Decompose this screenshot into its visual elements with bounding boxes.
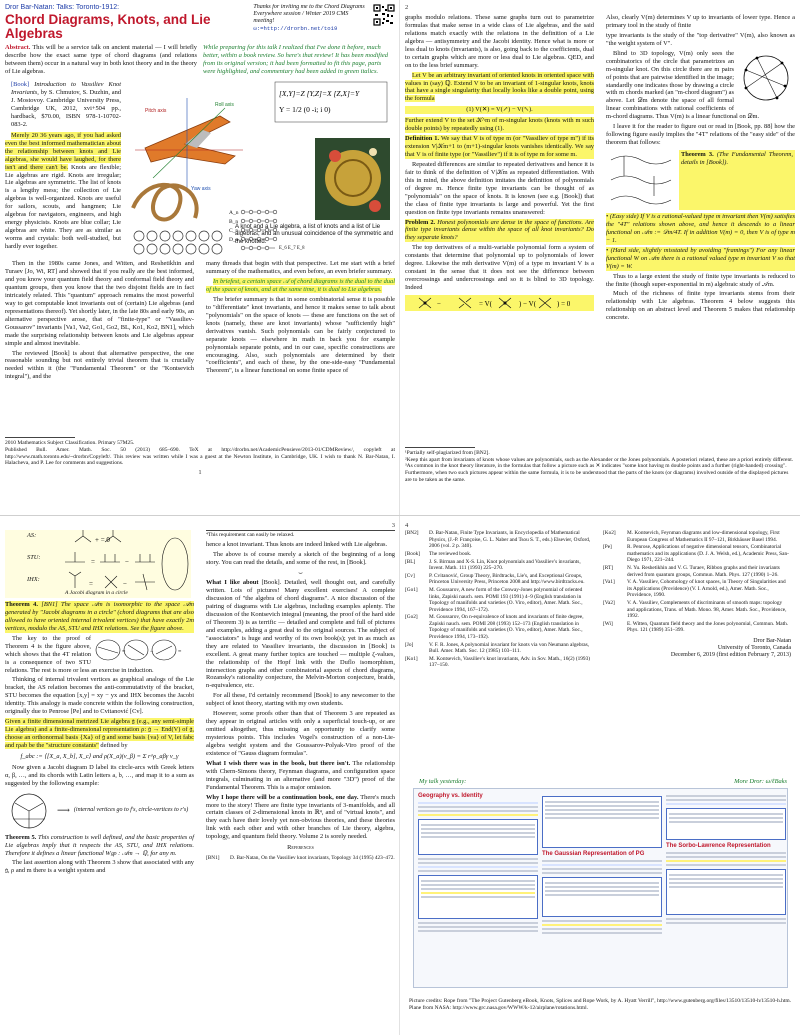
- lie-row-d: D_n: [229, 237, 239, 244]
- references-start: [206, 855, 395, 861]
- chord-diagram-figure: [737, 50, 795, 106]
- talk-handout-thumbnail[interactable]: [413, 788, 788, 988]
- page-number-3: 3: [391, 522, 395, 529]
- qr-code-icon: [373, 4, 395, 26]
- reference-text: P. Cvitanović, Group Theory, Birdtracks, Lie's, and Exceptional Groups, Princeton University Press, Princeton 2008 and http://www.birdtracks.eu.: [429, 572, 585, 586]
- rel-label-as: AS:: [27, 532, 37, 540]
- page-number-1: 1: [198, 469, 202, 477]
- p1-briefest-highlight: In briefest, a certain space 𝒜 of chord diagrams is the dual to the dual of the space of knots, and at the same time, it is dual to Lie algebras.: [206, 278, 395, 294]
- reference-text: N. Yu. Reshetikhin and V. G. Turaev, Ribbon graphs and their invariants derived from quantum groups, Commun. Math. Phys. 127 (1990) 1–26.: [627, 565, 780, 578]
- reference-text: V. A. Vassiliev, Complements of discriminants of smooth maps: topology and applications, Trans. of Math. Mono. 98, Amer. Math. Soc., Providence, 1992.: [627, 600, 787, 620]
- page-2: [405, 4, 795, 510]
- reference-item: [405, 573, 593, 586]
- as-stu-ihx-relations-icon: [5, 530, 191, 598]
- rope-knot-icon: [133, 185, 197, 220]
- p3-para-3: Now given a Jacobi diagram D label its circle-arcs with Greek letters α, β, …, and its chords with Latin letters a, b, …, and map it to a sum as suggested by the following example:: [5, 763, 194, 787]
- theorem-3-hard: • (Hard side, slightly misstated by avoiding "framings") For any linear functional W on 𝒜m there is a rational valued type m invariant V so that V(m) = W.: [606, 246, 795, 270]
- theorem-5-text: This construction is well defined, and the basic properties of Lie algebras imply that it respects the AS, STU, and IHX relations. Therefore it defines a linear functional W𝔤ρ : 𝒜m → ℚ, for any m.: [5, 833, 194, 857]
- book-reference: [11, 81, 121, 129]
- reference-text: M. Goussarov, A new form of the Conway-Jones polynomial of oriented links, Zapiski nauch. sem. POMI 193 (1991) 4–9 (English translation in Topology of manifolds and varieties (O. Viro, editor), Amer. Math. Soc., Providence 1994, 167–172).: [429, 587, 583, 613]
- references-right: [603, 530, 791, 670]
- reference-item: [206, 855, 395, 861]
- footnote-rule: [5, 437, 75, 438]
- p2-footnote-1: ¹Partially self-plagiarized from [BN2].: [405, 450, 490, 457]
- svg-text:=: =: [91, 558, 95, 567]
- p2-footnote-2: ²Keep this apart from invariants of knots whose values are polynomials, such as the Alexander or the Jones polynomials. A posteriori related, these are a priori entirely different.: [405, 456, 794, 463]
- book-column: [5, 78, 121, 256]
- p3-para-8: However, some proofs other than that of Theorem 3 are repeated as they appear in original articles with only a superficial touch-up, or are omitted altogether, thus missing an opportunity to clarify some mysterious points. This includes Vogel's construction of a non-Lie-algebra weight system and the Goussarov-Polyak-Viro proof of the existence of "Gauss diagram formulas".: [206, 710, 395, 757]
- rel-label-ihx: IHX:: [27, 576, 40, 584]
- equation-1: (1) V(✕) = V(↗) − V(↖).: [405, 106, 594, 114]
- what-like-label: What I like about: [206, 579, 259, 587]
- reference-key: [Go1]: [405, 587, 418, 594]
- ornament-photo: [315, 138, 390, 220]
- matrix-box: [275, 82, 387, 122]
- reference-text: V. F. R. Jones, A polynomial invariant for knots via von Neumann algebras, Bull. Amer. Math. Soc. 12 (1985) 103–111.: [429, 641, 589, 655]
- abstract-text: This will be a service talk on ancient material — I will briefly describe how the exact same type of chord diagrams (and relations between them) occur in a natural way in both knot theory and in the theory of Lie algebras.: [5, 44, 198, 75]
- page-2-body: [405, 14, 795, 444]
- reference-key: [Jo]: [405, 641, 414, 648]
- problem-2-label: Problem 2.: [405, 218, 436, 226]
- handout-title-left: Geography vs. Identity: [418, 793, 483, 799]
- svg-text:+ = 0: + = 0: [95, 536, 110, 545]
- p2-para-3: Repeated differences are similar to repeated derivatives and hence it is fair to think of the definition of V|𝒦m as repeated differentiation. With this in mind, the above definition imitates the definition of polynomials of degree m. Hence finite type invariants can be thought of as "polynomials" on the space of knots. It is known (see e.g. [Book]) that the class of finite type invariants is large and powerful. Yet the first question on finite type invariants remains unanswered:: [405, 160, 594, 216]
- reference-item: [405, 587, 593, 613]
- reference-key: [Go2]: [405, 614, 418, 621]
- crossing-equation: [405, 295, 594, 311]
- talk-tag: Dror Bar-Natan: Talks: Toronto-1912:: [5, 4, 120, 11]
- svg-text:) = 0: ) = 0: [556, 299, 570, 308]
- page-4: [405, 522, 795, 1028]
- signature: [603, 638, 791, 660]
- book-ref-rest: by S. Chmutov, S. Duzhin, and J. Mostovoy. Cambridge University Press, Cambridge UK, 2012, xvi+504 pp., hardback, $70.00, ISBN 978-1-10702-083-2.: [11, 89, 121, 128]
- chord-diagram-icon: [737, 50, 795, 106]
- reference-key: [Pe]: [603, 544, 612, 551]
- knot-lie-figure: [125, 78, 395, 256]
- reference-key: [Book]: [405, 550, 421, 557]
- reference-text: The reviewed book.: [429, 550, 472, 557]
- handout-title-mid: The Gaussian Representation of PG: [542, 851, 645, 857]
- theorem-4-label: Theorem 4.: [5, 601, 38, 609]
- svg-text:=: =: [89, 580, 93, 589]
- p3-para-7: For all these, I'd certainly recommend [Book] to any newcomer to the subject of knot theory, starting with my own students.: [206, 692, 395, 708]
- more-dror-label[interactable]: More Dror: ω/ℓBaks: [734, 778, 787, 785]
- book-and-figure-row: [5, 78, 395, 256]
- reference-key: [BL]: [405, 558, 416, 565]
- svg-text:= V(: = V(: [478, 299, 492, 308]
- jacobi-example-icon: [5, 791, 53, 831]
- reference-item: [603, 565, 791, 578]
- stu-proof-figure: [94, 637, 194, 663]
- reference-key: [RT]: [603, 565, 613, 572]
- rel-label-stu: STU:: [27, 554, 41, 562]
- session-name: Chord Diagrams: [324, 4, 365, 10]
- handout-title-right: The Sorbo-Lawrence Representation: [666, 843, 771, 849]
- svg-text:=: =: [122, 648, 126, 655]
- what-wish-text: The relationship with Chern-Simons theory, Feynman diagrams, and configuration space integrals, culminating in an alternative (and more "3D") proof of the Fundamental Theorem. This is a major omission.: [206, 759, 395, 791]
- definition-1-text: We say that V is of type m (or "Vassiliev of type m") if its extension V|𝒦m+1 to (m+1)-singular knots vanishes identically. We say that V is of finite type (or "Vassiliev") if it is of type m for some m.: [405, 135, 595, 159]
- p3-para-key: The key to the proof of Theorem 4 is the figure above, which shows that the 4T relation is a consequence of two STU relations. The rest is more or less an exercise in induction.: [5, 634, 154, 674]
- why-hope-text: There's much more to the story! There are finite type invariants of 3-manifolds, and all certain classes of 2-dimensional knots in ℝ⁴, and of "virtual knots", and they each have their lovely yet non-obvious theories, and these theories link with each other and with other branches of Lie theory, algebra, topology, and quantum field theory. Volume 2 is sorely needed.: [206, 793, 395, 841]
- reference-text: J. S. Birman and X-S. Lin, Knot polynomials and Vassiliev's invariants, Invent. Math. 111 (1993) 225–270.: [429, 558, 581, 572]
- why-hope-label: Why I hope there will be a continuation book, one day.: [206, 793, 359, 801]
- signature-name: Dror Bar-Natan: [753, 637, 791, 644]
- reference-item: [405, 614, 593, 640]
- lie-row-a: A_n: [229, 210, 239, 217]
- p2-para-10: Much of the richness of finite type invariants stems from their relationship with Lie algebras. Theorem 4 below suggests this relationship on an abstract level and Theorem 5 makes that relationship concrete.: [606, 290, 795, 322]
- handout-column-left: [418, 793, 538, 983]
- reference-item: [405, 656, 593, 669]
- stu-proof-icon: [94, 637, 194, 663]
- reference-key: [BN2]: [405, 530, 419, 537]
- merely-paragraph: [5, 132, 121, 251]
- jacobi-example: ⟶ (internal vertices go to f's, circle-vertices to r's): [5, 791, 194, 831]
- svg-text:−: −: [125, 558, 129, 567]
- reference-text: D. Bar-Natan, On the Vassiliev knot invariants, Topology 34 (1995) 423–472.: [230, 855, 395, 862]
- what-like-text: [Book]. Detailed, well thought out, and carefully written. Lots of pictures! Many excellent exercises! A complete discussion of "the algebra of chord diagrams". A nice discussion of the pairing of diagrams with Lie algebras, including examples aplenty. The discussion of the Kontsevich integral (meaning, the proof of the hard side of Theorem 3) is as terrific — detailed and complete and full of pictures and examples, adding a great deal to the original sources. The subject of "associators" is huge and worthy of its own book(s); yet in as much as they are related to Vassiliev invariants, the discussion in [Book] is excellent. A great many further topics are touched — multiple ζ-values, the relationship of the Hopf link with the Duflo isomorphism, intersection graphs and other combinatorial aspects of chord diagrams, Rozansky's rationality conjecture, the Melvin-Morton conjecture, braids, n-equivalence, etc.: [206, 579, 395, 690]
- signature-university: University of Toronto, Canada: [717, 645, 791, 652]
- reference-item: [603, 621, 791, 634]
- abstract: [5, 44, 197, 76]
- page-3-body: [5, 530, 395, 1016]
- p2-footnote-3: ³As common in the knot theory literature, in the formulas that follow a picture such as ✕ indicates "some knot having m double points and a further (right-handed) crossing". Furthermore, when two such pictures appear within the same formula, it is to be understood that the parts of the knots (or diagrams) involved outside of the displayed pictures are to be taken as the same.: [405, 463, 789, 483]
- p3-para-5: hence a knot invariant. Thus knots are indeed linked with Lie algebras.: [206, 540, 388, 548]
- theorem-3-title: (The Fundamental Theorem, details in [Book]).: [681, 151, 793, 166]
- theorem-3-box: [679, 150, 795, 210]
- relations-figure: [5, 530, 194, 598]
- p3-highlight: Given a finite dimensional metrized Lie algebra 𝔤 (e.g., any semi-simple Lie algebra) and a finite-dimensional representation ρ: 𝔤 → End(V) of 𝔤, choose an orthonormal basis {Xa} of 𝔤 and some basis {va} of V, let fabc and rρab be the "structure constants": [5, 718, 194, 749]
- reference-text: M. Kontsevich, Feynman diagrams and low-dimensional topology, First European Congress of Mathematics II 97–121, Birkhäuser Basel 1994.: [627, 530, 780, 543]
- fig-label-roll: Roll axis: [215, 102, 234, 109]
- four-t-figure: [606, 150, 795, 210]
- merely-highlight: Merely 20 36 years ago, if you had asked even the best informed mathematician about the relationship between knots and Lie algebras, she would have laughed, for there isn't and there can't be.: [5, 131, 121, 171]
- footnote-msc: 2010 Mathematics Subject Classification. Primary 57M25.: [5, 440, 135, 447]
- p3-defined-by: defined by: [100, 741, 128, 749]
- p2-highlight-let-v: Let V be an arbitrary invariant of oriented knots in oriented space with values in (say) ℚ. Extend V to be an invariant of 1-singular knots, knots that have a single singularity that locally looks like a double point, using the formula: [405, 71, 594, 103]
- p2-para-6: type invariants is the study of the "top derivative" V(m), also known as "the weight system of V".: [606, 31, 795, 47]
- p1-para-4: The briefer summary is that in some combinatorial sense it is possible to "differentiate" knot invariants, and hence it makes sense to talk about "polynomials" on the space of knots — these are functions on the set of knots (namely, these are knot invariants) whose "sufficiently high" derivatives vanish. Such polynomials can be fairly conjectured to separate knots — elsewhere in math in back you for example polynomials separate points, and in our case, specific constructions are encouraging. Also, such polynomials are determined by their "coefficients", and each of these, by the one-side-easy "Fundamental Theorem", is a linear functional on some finite space of: [206, 295, 395, 375]
- handout-column-mid: [542, 793, 662, 983]
- p3-para-4: The last assertion along with Theorem 3 show that associated with any 𝔤, ρ and m there is a weight system and: [5, 859, 194, 875]
- reference-item: [405, 551, 593, 557]
- p3-footnote: ⁴This requirement can easily be relaxed.: [206, 530, 395, 539]
- references-left: [405, 530, 593, 670]
- reference-item: [603, 600, 791, 619]
- page-1-header: [5, 4, 395, 41]
- p2-para-5: Also, clearly V(m) determines V up to invariants of lower type. Hence a primary tool in the study of finite: [606, 14, 795, 29]
- svg-text:=: =: [178, 648, 182, 655]
- p3-para-6: The above is of course merely a sketch of the beginning of a long story. You can read the details, and some of the rest, in [Book].: [206, 550, 395, 566]
- references-continued: [405, 530, 795, 670]
- matrix-text: [X,Y]=Z [Y,Z]=X [Z,X]=Y: [279, 89, 360, 99]
- merely-rest: Knots are flexible; Lie algebras are rigid. Knots are irregular; Lie algebras are symmetric. The list of knots is a lengthy mess; the collection of Lie algebras is well-organized. Knots are useful for sailors, scouts, and hangmen; Lie algebras for navigators, engineers, and high energy physicists. Knots are blue collar; Lie algebras are white. They are as similar as worms and crystals: both well-studied, but hardly ever together.: [5, 163, 122, 250]
- p1-para-1: Then in the 1980s came Jones, and Witten, and Reshetikhin and Turaev [Jo, Wi, RT] and showed that if you really are the best informed, and you know your quantum field theory and conformal field theory and quantum groups, then you know that the two disjoint fields are in fact intricately related. This "quantum" approach remains the most powerful way to get computable knot invariants out of (certain) Lie algebras (and representations thereof). Yet shortly later, in the late 80s and early 90s, an alternative perspective arose, that of "finite-type" or "Vassiliev-Goussarov" invariants [Va1, Va2, Go1, Go2, BL, Ko1, Ko2, BN1], which made the surprising relationship between knots and Lie algebras appear simple and almost inevitable.: [5, 260, 194, 347]
- svg-text:−: −: [123, 580, 127, 589]
- four-t-relation-icon: [606, 150, 676, 210]
- reference-text: V. A. Vassiliev, Cohomology of knot spaces, in Theory of Singularities and its Applications (Providence) (V. I. Arnold, ed.), Amer. Math. Soc., Providence, 1990.: [627, 579, 786, 599]
- reference-text: M. Kontsevich, Vassiliev's knot invariants, Adv. in Sov. Math., 16(2) (1993) 137–150.: [429, 655, 590, 669]
- horizontal-divider: [0, 515, 800, 516]
- lie-row-c: C_n: [229, 228, 239, 235]
- ornament-separator: ⌣: [298, 568, 303, 577]
- problem-2-text: Honest polynomials are dense in the space of functions. Are finite type invariants dense within the space of all knot invariants? Do they separate knots?: [405, 218, 594, 242]
- theorem-5-label: Theorem 5.: [5, 833, 37, 841]
- talk-yesterday-label: My talk yesterday:: [419, 778, 467, 785]
- lie-row-e: E_6 E_7 E_8: [279, 246, 305, 252]
- what-wish-label: What I wish there was in the book, but there isn't.: [206, 759, 351, 767]
- p2-footnote-rule: [405, 447, 475, 448]
- p2-para-4: The top derivatives of a multi-variable polynomial form a system of constants that determine that polynomial up to polynomials of lower degree. Likewise the mth derivative V(m) of a type m invariant V is a constant in the sense that it does not see the difference between overcrossings and undercrossings and so it is blind to 3D topology. Indeed: [405, 244, 594, 292]
- reference-key: [Va2]: [603, 600, 615, 607]
- theorem-3-label: Theorem 3.: [681, 151, 714, 159]
- fig-label-yaw: Yaw axis: [191, 186, 211, 193]
- reference-text: R. Penrose, Applications of negative dimensional tensors, Combinatorial mathematics and its applications (D. J. A. Welsh, ed.), Academic Press, San-Diego 1971, 221–244.: [627, 544, 789, 564]
- p1-para-3: many threads that begin with that perspective. Let me start with a brief summary of the mathematics, and even before, an even briefer summary.: [206, 260, 395, 276]
- book-ref-title: Introduction to Vassiliev Knot Invariants,: [11, 81, 121, 97]
- thanks-text: Thanks for inviting me to the: [253, 4, 325, 10]
- reference-item: [603, 579, 791, 598]
- svg-text:) − V(: ) − V(: [518, 299, 536, 308]
- theorem-3-easy-text: (Easy side) If V is a rational-valued type m invariant then V(m) satisfies the "4T" relations shown above, and hence it descends to a linear functional on 𝒜m := 𝒟m/4T. If in addition V(m) = 0, then V is of type m − 1.: [606, 213, 795, 244]
- theorem-4-text: [BN1] The space 𝒜m is isomorphic to the space 𝒜m generated by "Jacobi diagrams in a circle" (chord diagrams that are also allowed to have oriented internal trivalent vertices) that have exactly 2m vertices, modulo the AS, STU and IHX relations. See the figure above.: [5, 601, 194, 632]
- p2-para-2: Further extend V to the set 𝒦^m of m-singular knots (knots with m such double points) by repeatedly using (1).: [405, 117, 594, 133]
- reference-item: [603, 530, 791, 543]
- p1-para-2: The reviewed [Book] is about that alternative perspective, the one reasonable sounding but not entirely trivial theorem that is crucially needed within it (the "Fundamental Theorem" or the "Kontsevich integral"), and the: [5, 349, 194, 381]
- theorem-3-easy: • (Easy side) If V is a rational-valued type m invariant then V(m) satisfies the "4T" relations shown above, and hence it descends to a linear functional on 𝒜m := 𝒟m/4T. If in addition V(m) = 0, then V is of type m − 1.: [606, 213, 795, 244]
- reference-item: [405, 559, 593, 572]
- matrix-y: Y = 1/2 (0 -i; i 0): [279, 105, 331, 115]
- jacobi-example-caption: (internal vertices go to f's, circle-vertices to r's): [73, 806, 189, 813]
- reference-text: M. Goussarov, On n-equivalence of knots and invariants of finite degree, Zapiski nauch. sem. POMI 208 (1993) 152–173 (English translation in Topology of manifolds and varieties (O. Viro, editor), Amer. Math. Soc., Providence 1994, 173–192).: [429, 614, 584, 640]
- handout-column-right: [666, 793, 786, 983]
- page-number-4: 4: [405, 522, 409, 529]
- header-thanks: [253, 4, 395, 41]
- crossing-diagrams-icon: [415, 296, 585, 310]
- definition-1-label: Definition 1.: [405, 135, 440, 143]
- page-1: [5, 4, 395, 510]
- theorem-3-hard-text: (Hard side, slightly misstated by avoiding "framings") For any linear functional W on 𝒜m there is a rational valued type m invariant V so that V(m) = W.: [606, 246, 795, 270]
- session-rest: Everywhere session / Winter 2019 CMS meeting!: [253, 11, 349, 25]
- lie-row-b: B_n: [229, 219, 239, 226]
- p2-para-8: I leave it for the reader to figure out or read in [Book, pp. 88] how the following figure easily implies the "4T" relations of the "easy side" of the theorem that follows:: [606, 123, 795, 147]
- page-title: Chord Diagrams, Knots, and Lie Algebras: [5, 11, 211, 41]
- knot-table: [134, 231, 222, 254]
- reference-text: D. Bar-Natan, Finite Type Invariants, in Encyclopedia of Mathematical Physics, (J.-P. Françoise, G. L. Naber and Tsou S. T., eds.) Elsevier, Oxford, 2006 (vol. 2 p. 340).: [429, 530, 591, 549]
- vertical-divider: [399, 0, 400, 1035]
- svg-text:−: −: [150, 648, 154, 655]
- page-number-2: 2: [405, 4, 409, 11]
- edit-note: While preparing for this talk I realized that I've done it before, much better, within a book review. So here's that review! It has been modified from its original version; it had been formatted to fit this page, parts were highlighted, and commentary had been added in green italics.: [203, 44, 389, 76]
- reference-item: [603, 544, 791, 563]
- reference-item: [405, 642, 593, 655]
- figure-caption: A knot and a Lie algebra, a list of knots and a list of Lie algebras, and an unusual coincidence of the symmetric and the knotted.: [235, 224, 394, 245]
- p2-para-9: Thus to a large extent the study of finite type invariants is reduced to the finite (though super-exponential in m) algebraic study of 𝒜m.: [606, 272, 795, 288]
- reference-key: [Va1]: [603, 579, 615, 586]
- reference-key: [Ko2]: [603, 530, 616, 537]
- picture-credits: Picture credits: Rope from "The Project Gutenberg eBook, Knots, Splices and Rope Work, by A. Hyatt Verrill", http://www.gutenberg.org/files/13510/13510-h/13510-h.htm. Plane from NASA: http://www.grc.nasa.gov/WWW/k-12/airplane/rotations.html.: [409, 998, 791, 1011]
- header-title-block: [5, 4, 253, 41]
- references-title: References: [287, 844, 314, 852]
- p2-para-7: Blind to 3D topology, V(m) only sees the combinatorics of the circle that parametrizes an m-singular knot. On this circle there are m pairs of points that are pairwise identified in the image; standardly one indicates those by drawing a circle with m chords marked (an "m-chord diagram") as above. Let 𝒟m denote the space of all formal linear combinations with rational coefficients of m-chord diagrams. Thus V(m) is a linear functional on 𝒟m.: [606, 49, 760, 121]
- abstract-row: [5, 44, 395, 76]
- reference-key: [BN1]: [206, 855, 220, 862]
- reference-key: [Wi]: [603, 620, 613, 627]
- p3-para-2: Thinking of internal trivalent vertices as graphical analogs of the Lie bracket, the AS relation becomes the anti-commutativity of the bracket, STU becomes the equation [x,y] = xy − yx and IHX becomes the Jacobi identity. This analogy is made concrete within the following construction, originally due to Penrose [Pe] and to Cvitanović [Cv].: [5, 676, 194, 716]
- svg-text:−: −: [436, 299, 441, 308]
- structure-formula: f_abc := ⟨[X_a, X_b], X_c⟩ and ρ(X_a)(v_β) = Σ r^ρ_aβγ v_γ: [20, 752, 179, 760]
- reference-text: E. Witten, Quantum field theory and the Jones polynomial, Commun. Math. Phys. 121 (1989) 351–399.: [627, 620, 789, 634]
- page-3: [5, 522, 395, 1028]
- book-ref-label[interactable]: [Book]: [11, 81, 30, 89]
- talk-link[interactable]: ω:=http://drorbn.net/to19: [253, 24, 338, 32]
- reference-item: [405, 530, 593, 549]
- footnote-pub: Published Bull. Amer. Math. Soc. 50 (2013) 685–690. TeX at http://drorbn.net/AcademicPensieve/2013-01/CDMReview/, copyleft at http://www.math.toronto.edu/~drorbn/Copyleft/. This review was written while I was a guest at the Newton Institute, in Cambridge, UK. I wish to thank N. Bar-Natan, I. Halacheva, and P. Lee for comments and suggestions.: [5, 446, 395, 467]
- reference-key: [Ko1]: [405, 655, 418, 662]
- abstract-label: Abstract.: [5, 44, 31, 52]
- jacobi-caption: A Jacobi diagram in a circle: [65, 590, 128, 597]
- fig-label-pitch: Pitch axis: [145, 108, 167, 115]
- page-1-body: [5, 260, 395, 434]
- signature-date: December 6, 2019 (first edition February 7, 2013): [670, 652, 791, 659]
- p2-para-1: graphs modulo relations. These same graphs turn out to parametrize formulas that make sense in a wide class of Lie algebras, and the said relations match exactly with the relations in the definition of a Lie algebra — antisymmetry and the Jacobi identity. Hence what is more or less dual to knots (invariants), is also, going back to the coefficients, dual to certain graphs which are more or less dual to Lie algebras. QED, and on to the less brief summary.: [405, 14, 594, 69]
- reference-key: [Cv]: [405, 572, 415, 579]
